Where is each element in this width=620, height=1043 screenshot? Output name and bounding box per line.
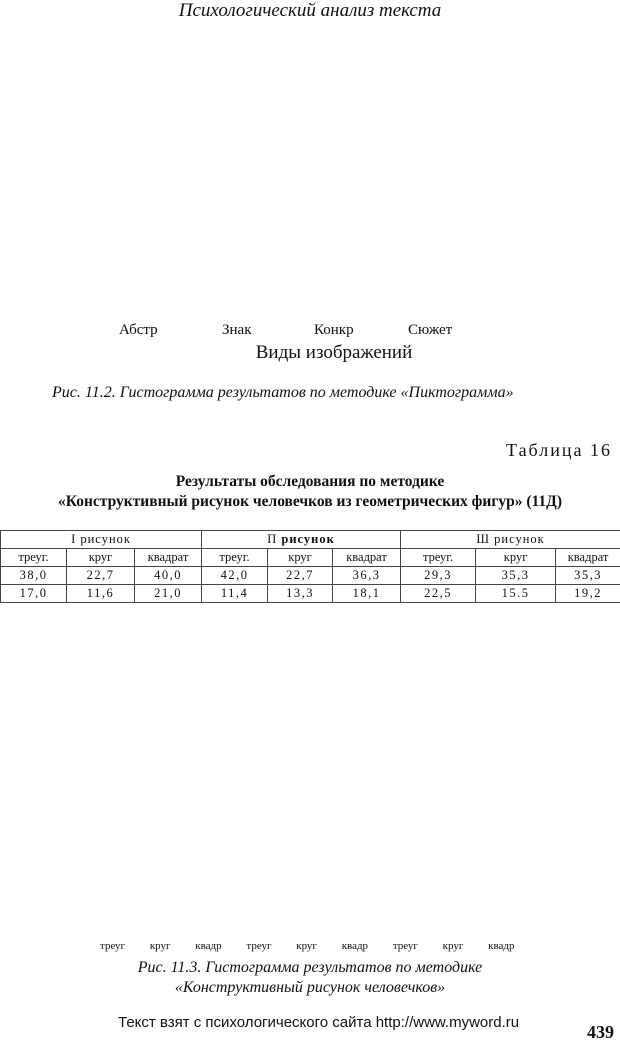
- subheader-cell: круг: [268, 549, 333, 567]
- results-table: [0, 530, 620, 603]
- table-cell: 36,3: [333, 567, 401, 585]
- table-title-line1: Результаты обследования по методике: [0, 472, 620, 492]
- chart2-category-labels: [100, 940, 536, 952]
- source-footer: Текст взят с психологического сайта http://www.myword.ru: [118, 1014, 519, 1031]
- table-number-label: Таблица 16: [506, 440, 612, 461]
- subheader-cell: квадрат: [135, 549, 202, 567]
- figure-caption-11-3: [0, 958, 620, 998]
- subheader-cell: треуг.: [202, 549, 268, 567]
- table-cell: 22,5: [401, 585, 476, 603]
- chart2-category-label: треуг: [100, 940, 125, 952]
- chart1-category-label: Знак: [222, 322, 252, 339]
- chart1-category-label: Абстр: [119, 322, 158, 339]
- chart2-category-label: круг: [150, 940, 171, 952]
- table-cell: 19,2: [556, 585, 620, 603]
- chart2-category-label: квадр: [342, 940, 368, 952]
- group-header-drawing-1: I рисунок: [1, 531, 202, 549]
- subheader-cell: круг: [67, 549, 135, 567]
- group-header-bold-word: рисунок: [281, 532, 334, 546]
- chart1-category-label: Сюжет: [408, 322, 452, 339]
- chart1-category-label: Конкр: [314, 322, 354, 339]
- table-cell: 21,0: [135, 585, 202, 603]
- group-header-drawing-3: Ш рисунок: [401, 531, 620, 549]
- chart2-category-label: треуг: [393, 940, 418, 952]
- figure-caption-11-2: Рис. 11.2. Гистограмма результатов по методике «Пиктограмма»: [52, 384, 514, 402]
- table-title: [0, 472, 620, 512]
- table-cell: 11,4: [202, 585, 268, 603]
- subheader-cell: треуг.: [1, 549, 67, 567]
- chart1-axis-title: Виды изображений: [0, 341, 620, 365]
- chart2-category-label: круг: [443, 940, 464, 952]
- running-header: Психологический анализ текста: [0, 0, 620, 22]
- subheader-cell: квадрат: [556, 549, 620, 567]
- group-header-prefix: П: [267, 532, 281, 546]
- subheader-cell: треуг.: [401, 549, 476, 567]
- table-cell: 17,0: [1, 585, 67, 603]
- table-cell: 38,0: [1, 567, 67, 585]
- table-cell: 35,3: [476, 567, 556, 585]
- table-subheader-row: [1, 549, 620, 567]
- table-cell: 29,3: [401, 567, 476, 585]
- figure-caption-line1: Рис. 11.3. Гистограмма результатов по методике: [0, 958, 620, 978]
- table-cell: 40,0: [135, 567, 202, 585]
- table-row: [1, 567, 620, 585]
- table-cell: 42,0: [202, 567, 268, 585]
- chart2-category-label: квадр: [488, 940, 514, 952]
- page-number: 439: [587, 1022, 614, 1043]
- subheader-cell: круг: [476, 549, 556, 567]
- chart2-category-label: круг: [296, 940, 317, 952]
- table-cell: 18,1: [333, 585, 401, 603]
- chart2-category-label: треуг: [246, 940, 271, 952]
- table-cell: 22,7: [67, 567, 135, 585]
- table-group-header-row: [1, 531, 620, 549]
- table-cell: 35,3: [556, 567, 620, 585]
- subheader-cell: квадрат: [333, 549, 401, 567]
- table-row: [1, 585, 620, 603]
- chart2-category-label: квадр: [195, 940, 221, 952]
- table-cell: 13,3: [268, 585, 333, 603]
- figure-caption-line2: «Конструктивный рисунок человечков»: [0, 978, 620, 998]
- group-header-drawing-2: [202, 531, 401, 549]
- table-title-line2: «Конструктивный рисунок человечков из геометрических фигур» (11Д): [0, 492, 620, 512]
- table-cell: 22,7: [268, 567, 333, 585]
- table-cell: 11,6: [67, 585, 135, 603]
- table-cell: 15.5: [476, 585, 556, 603]
